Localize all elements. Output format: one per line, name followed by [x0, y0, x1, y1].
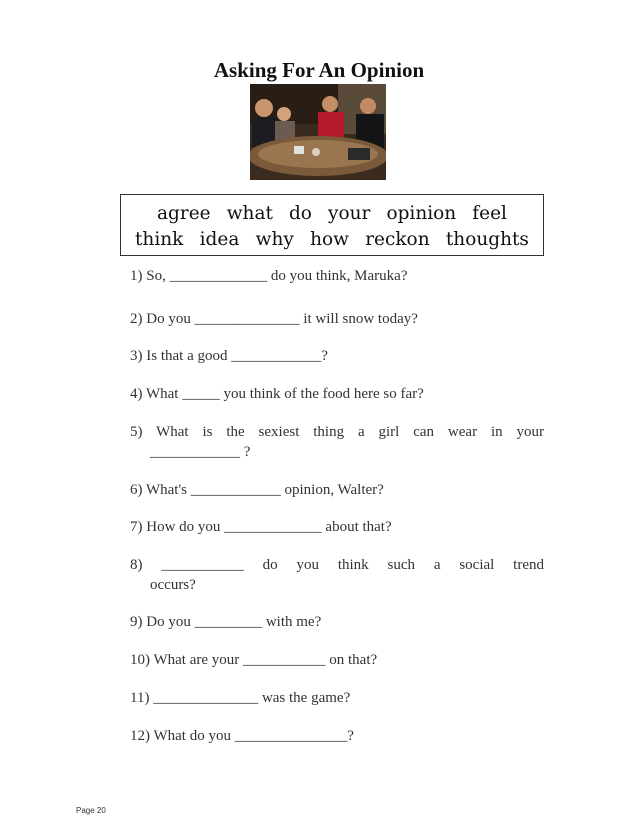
question-5	[130, 422, 544, 462]
question-1	[130, 266, 544, 286]
word-bank-word: how	[310, 229, 349, 250]
question-text: 1) So, _____________ do you think, Maruka?	[130, 268, 408, 284]
word-bank-word: think	[135, 229, 184, 250]
word-bank-box	[120, 194, 544, 256]
word-bank-word: do	[288, 203, 312, 224]
word-bank-word: thoughts	[445, 229, 529, 250]
question-9	[130, 612, 544, 632]
word-bank-word: feel	[472, 203, 507, 224]
question-11	[130, 688, 544, 708]
question-continuation: occurs?	[150, 577, 196, 593]
question-text: 2) Do you ______________ it will snow today?	[130, 311, 418, 327]
question-10	[130, 650, 544, 670]
page-number: Page 20	[76, 806, 106, 815]
question-6	[130, 480, 544, 500]
word-bank-line-2	[135, 229, 529, 250]
question-3	[130, 346, 544, 366]
question-text: 8) ___________ do you think such a social trend	[130, 557, 544, 573]
question-text: 11) ______________ was the game?	[130, 690, 351, 706]
word-bank-word: your	[328, 203, 371, 224]
question-2	[130, 309, 544, 329]
word-bank-word: opinion	[386, 203, 457, 224]
question-7	[130, 517, 544, 537]
word-bank-word: what	[226, 203, 273, 224]
question-continuation: ____________ ?	[150, 444, 251, 460]
business-meeting-photo-icon	[250, 84, 386, 180]
question-text: 3) Is that a good ____________?	[130, 348, 328, 364]
question-8	[130, 555, 544, 595]
word-bank-word: why	[255, 229, 294, 250]
question-text: 6) What's ____________ opinion, Walter?	[130, 482, 384, 498]
question-12	[130, 726, 544, 746]
question-text: 12) What do you _______________?	[130, 728, 354, 744]
page-title: Asking For An Opinion	[213, 58, 425, 82]
question-text: 7) How do you _____________ about that?	[130, 519, 392, 535]
question-text: 9) Do you _________ with me?	[130, 614, 322, 630]
word-bank-word: reckon	[365, 229, 430, 250]
word-bank-word: agree	[157, 203, 211, 224]
word-bank-line-1	[157, 203, 507, 224]
question-text: 10) What are your ___________ on that?	[130, 652, 378, 668]
question-text: 4) What _____ you think of the food here so far?	[130, 386, 424, 402]
word-bank-word: idea	[199, 229, 240, 250]
question-4	[130, 384, 544, 404]
question-text: 5) What is the sexiest thing a girl can wear in your	[130, 424, 544, 440]
business-meeting-photo	[250, 84, 386, 180]
